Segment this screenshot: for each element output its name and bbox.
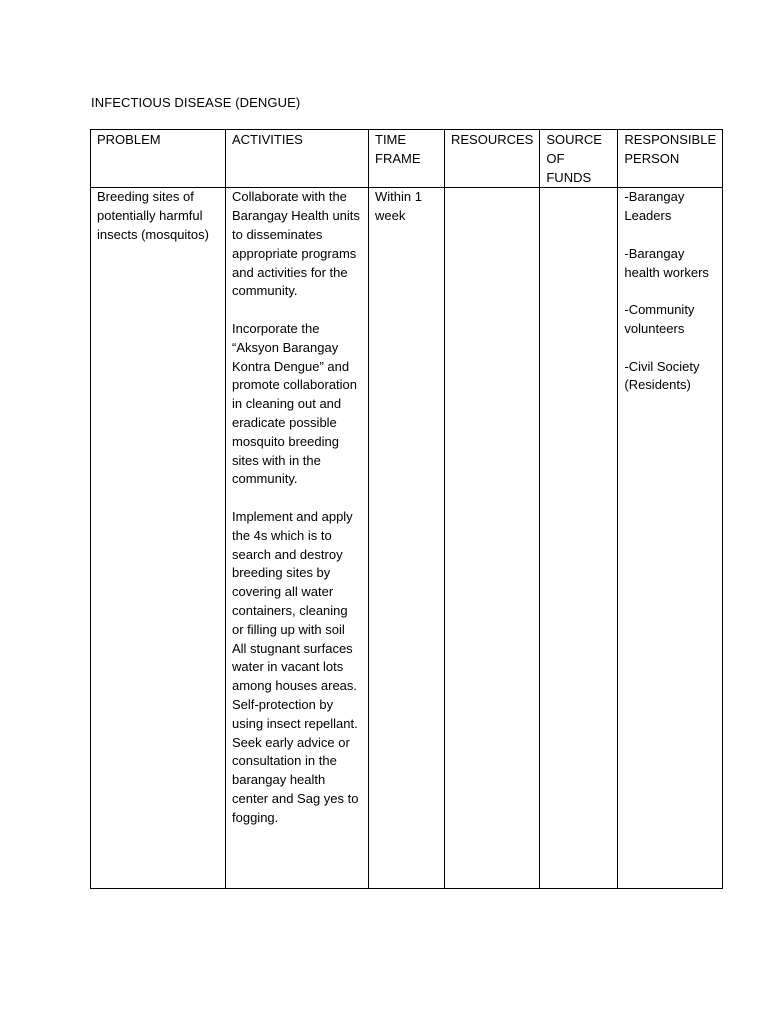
table-header-row: [91, 130, 723, 188]
cell-activities: [226, 188, 369, 889]
header-activities: ACTIVITIES: [226, 130, 369, 188]
header-time-frame: TIME FRAME: [369, 130, 445, 188]
cell-time-frame: Within 1 week: [369, 188, 445, 889]
responsible-person-item: -Civil Society (Residents): [624, 358, 700, 393]
cell-responsible-person: [618, 188, 723, 889]
document-title: INFECTIOUS DISEASE (DENGUE): [91, 95, 301, 110]
activity-item: Implement and apply the 4s which is to search and destroy breeding sites by covering all water containers, cleaning or filling up with soil All stugnant surfaces water in vacant lots among houses areas. Self-protection by using insect repellant. Seek early advice or consultation in the barangay health center and Sag yes to fogging.: [232, 508, 359, 825]
cell-problem: Breeding sites of potentially harmful insects (mosquitos): [91, 188, 226, 889]
activity-item: Collaborate with the Barangay Health units to disseminates appropriate programs and activities for the community.: [232, 189, 360, 299]
header-responsible-person: RESPONSIBLE PERSON: [618, 130, 723, 188]
action-plan-table: [90, 129, 723, 889]
cell-source-of-funds: [540, 188, 618, 889]
header-problem: PROBLEM: [91, 130, 226, 188]
table-row: [91, 188, 723, 889]
header-source-of-funds: SOURCE OF FUNDS: [540, 130, 618, 188]
responsible-person-item: -Community volunteers: [624, 302, 695, 336]
responsible-person-item: -Barangay health workers: [624, 245, 709, 280]
activity-item: Incorporate the “Aksyon Barangay Kontra Dengue” and promote collaboration in cleaning out and eradicate possible mosquito breeding sites with in the community.: [232, 320, 358, 487]
responsible-person-item: -Barangay Leaders: [624, 189, 685, 224]
cell-resources: [445, 188, 540, 889]
header-resources: RESOURCES: [445, 130, 540, 188]
